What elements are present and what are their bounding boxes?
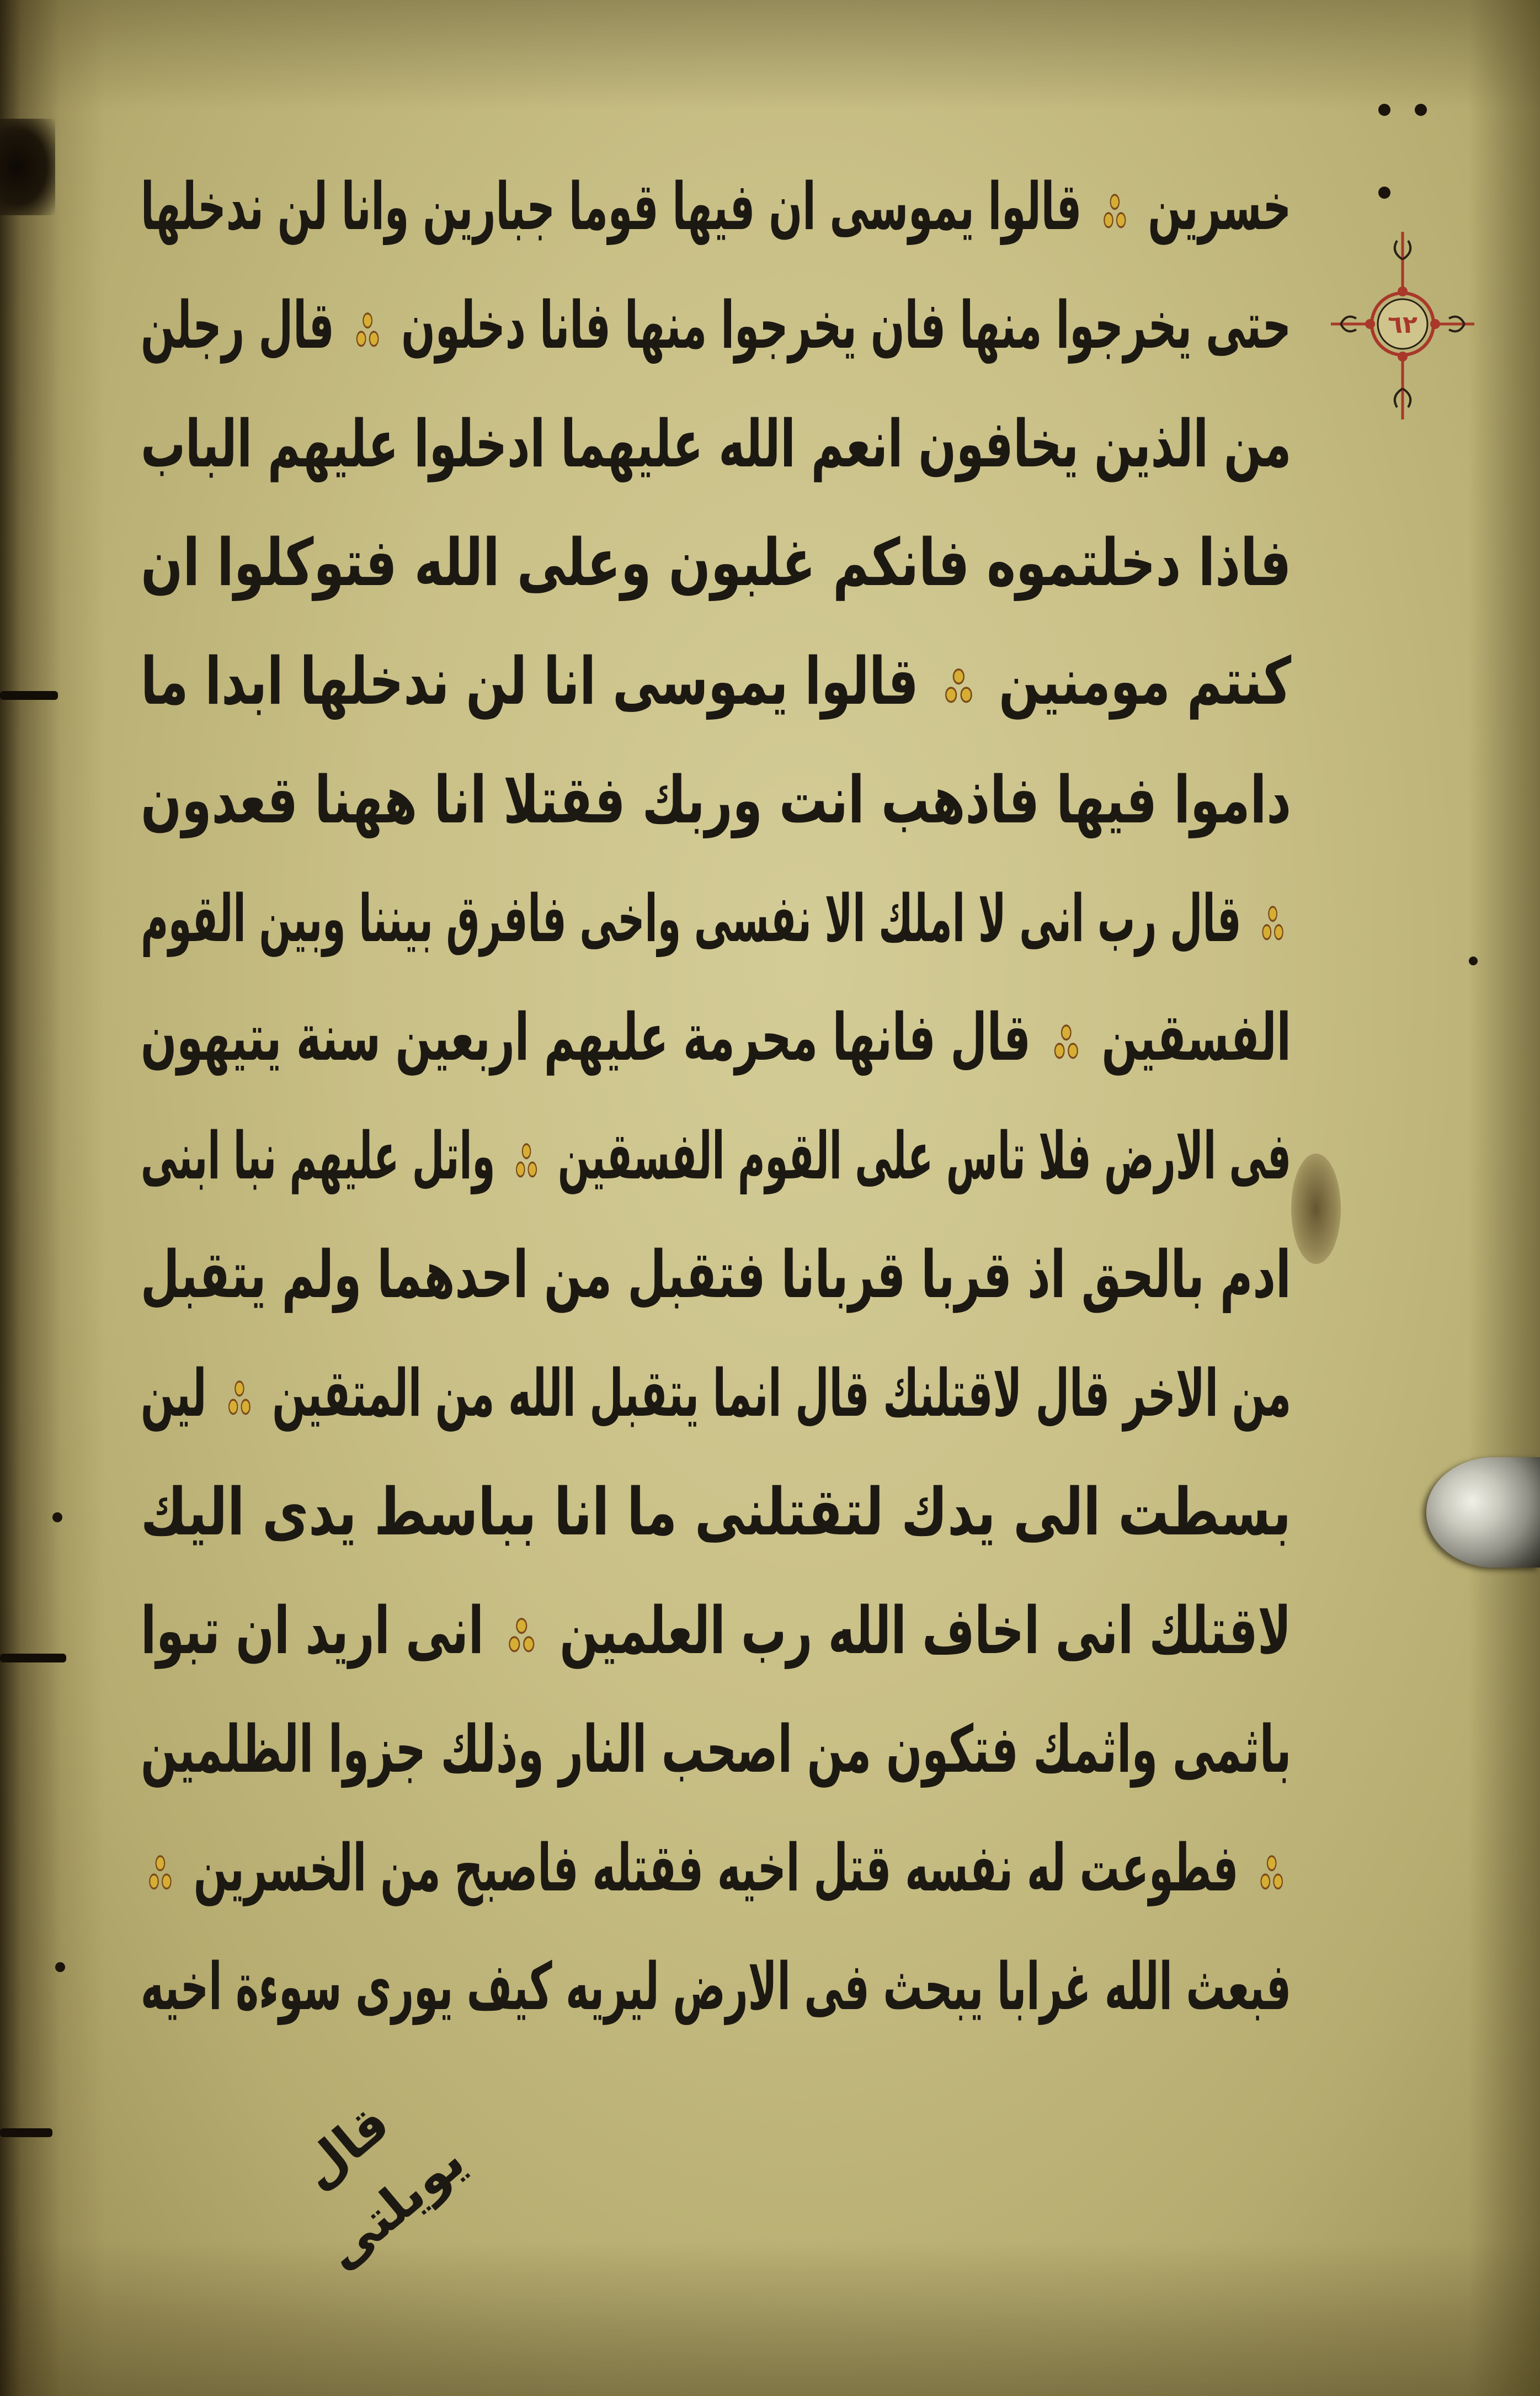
line-content [141,1453,1291,1571]
verse-end-marker [508,1616,535,1655]
text-segment: فطوعت له نفسه قتل اخيه فقتله فاصبح من الخسرين [193,1830,1239,1906]
line-content [141,1215,1291,1334]
margin-ornament [1324,226,1479,425]
line-content [141,385,1291,503]
line-content [141,978,1291,1097]
text-segment: بسطت الى يدك لتقتلنى ما انا بباسط يدى اليك [141,1474,1291,1550]
text-segment: فاذا دخلتموه فانكم غلبون وعلى الله فتوكلوا ان [140,524,1291,601]
line-content [141,1809,1291,1927]
verse-end-marker [1053,1022,1079,1062]
text-line [141,385,1291,503]
verse-end-marker [944,666,973,706]
text-segment: واتل عليهم نبا ابنى [140,1118,495,1194]
text-segment: خسرين [1148,168,1291,245]
line-content [141,859,1291,978]
text-line [141,147,1291,266]
text-segment: انى اريد ان تبوا [140,1592,484,1669]
text-line [141,503,1291,622]
verse-end-marker [1261,904,1285,943]
page-dot [1378,187,1390,199]
text-segment: ادم بالحق اذ قربا قربانا فتقبل من احدهما ولم يتقبل [141,1236,1291,1313]
text-segment: كنتم مومنين [998,643,1291,719]
text-line [141,1927,1291,2046]
text-segment: لين [140,1355,207,1431]
text-line [141,1809,1291,1927]
text-line [141,266,1291,385]
verse-end-marker [227,1378,251,1418]
page-dot [1469,957,1478,965]
ornament-text: ٦٢ [1388,311,1418,339]
line-content [141,266,1291,385]
text-line [141,978,1291,1097]
text-segment: قالوا يموسى انا لن ندخلها ابدا ما [140,643,919,719]
text-segment: قال رب انى لا املك الا نفسى واخى فافرق بيننا وبين القوم [140,880,1241,957]
line-content [141,622,1291,741]
line-content [141,1571,1291,1690]
text-line [141,1215,1291,1334]
text-line [141,741,1291,859]
verse-end-marker [515,1141,537,1181]
text-line [141,1690,1291,1809]
text-segment: فى الارض فلا تاس على القوم الفسقين [557,1118,1291,1194]
text-line [141,859,1291,978]
text-line [141,1453,1291,1571]
line-content [141,741,1291,859]
metal-clip [1426,1457,1540,1568]
text-segment: من الذين يخافون انعم الله عليهما ادخلوا عليهم الباب [140,406,1291,482]
text-segment: داموا فيها فاذهب انت وربك فقتلا انا ههنا قعدون [140,762,1291,838]
text-segment: قالوا يموسى ان فيها قوما جبارين وانا لن ندخلها [140,168,1082,245]
text-line [141,1571,1291,1690]
verse-end-marker [1102,192,1127,231]
line-content [141,1927,1291,2046]
text-segment: لاقتلك انى اخاف الله رب العلمين [559,1592,1291,1669]
text-line [141,1097,1291,1215]
verse-end-marker [1260,1853,1284,1893]
page-dot [1415,104,1427,116]
verse-end-marker [355,310,380,350]
ink-stain [1291,1154,1341,1264]
line-content [141,503,1291,622]
line-content [141,1097,1291,1215]
binding-mark [0,2128,52,2137]
line-content [141,1334,1291,1453]
text-line [141,622,1291,741]
text-segment: حتى يخرجوا منها فان يخرجوا منها فانا دخلون [401,287,1291,363]
text-segment: فبعث الله غرابا يبحث فى الارض ليريه كيف يورى سوءة اخيه [140,1948,1291,2025]
verse-end-marker [148,1853,172,1893]
line-content [141,1690,1291,1809]
text-segment: قال رجلن [141,287,334,363]
text-block [141,147,1291,2046]
text-segment: قال فانها محرمة عليهم اربعين سنة يتيهون [141,999,1031,1075]
catchword: قال يويلتى [289,2093,476,2281]
text-line [141,1334,1291,1453]
text-segment: الفسقين [1101,999,1291,1075]
line-content [141,147,1291,266]
text-segment: باثمى واثمك فتكون من اصحب النار وذلك جزوا الظلمين [140,1711,1291,1787]
text-segment: من الاخر قال لاقتلنك قال انما يتقبل الله من المتقين [272,1355,1292,1431]
page-dot [1378,104,1390,116]
